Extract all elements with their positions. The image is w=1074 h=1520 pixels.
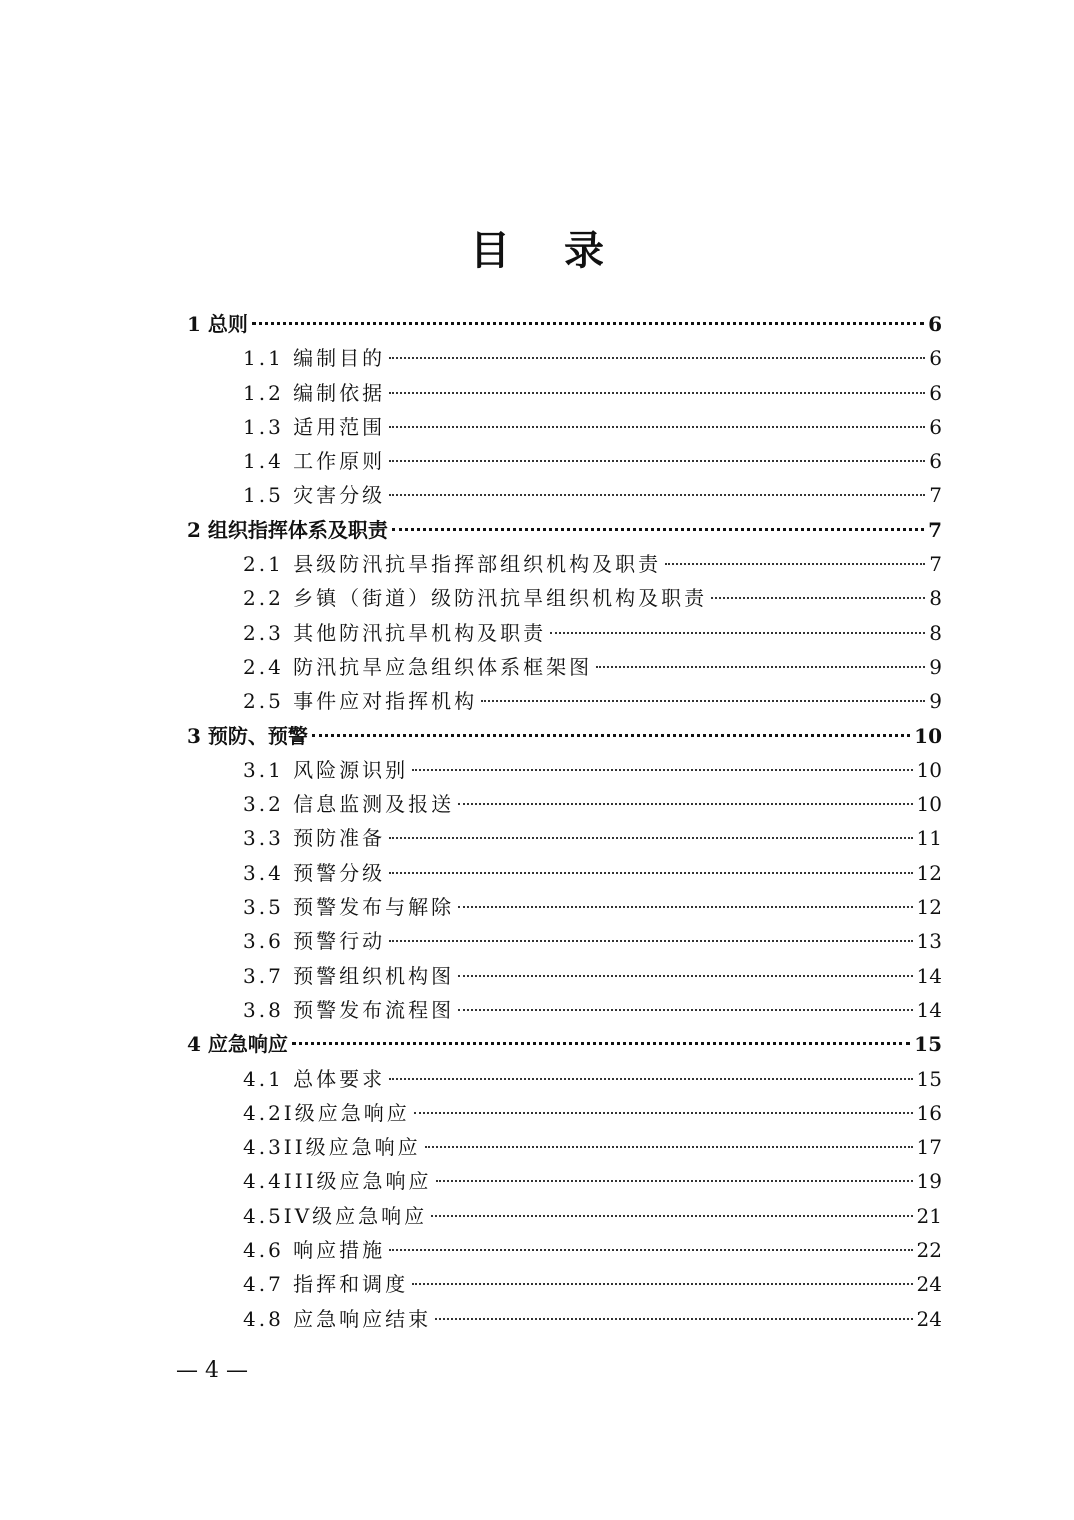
toc-chapter-entry[interactable] xyxy=(187,1027,942,1061)
toc-section-entry[interactable] xyxy=(187,821,942,855)
toc-dot-leader xyxy=(458,906,912,908)
toc-entry-label: 4.8 应急响应结束 xyxy=(243,1306,432,1331)
toc-entry-page: 15 xyxy=(914,1032,942,1057)
toc-entry-page: 6 xyxy=(929,380,942,405)
toc-entry-page: 11 xyxy=(916,826,942,851)
toc-entry-label: 2.5 事件应对指挥机构 xyxy=(243,689,478,714)
toc-dot-leader xyxy=(392,528,924,531)
toc-entry-page: 16 xyxy=(916,1100,942,1125)
toc-entry-page: 10 xyxy=(914,723,942,748)
toc-section-entry[interactable] xyxy=(187,1233,942,1267)
toc-entry-label: 4.7 指挥和调度 xyxy=(243,1272,409,1297)
toc-section-entry[interactable] xyxy=(187,616,942,650)
toc-dot-leader xyxy=(389,392,925,394)
toc-entry-label: 3.7 预警组织机构图 xyxy=(243,963,455,988)
toc-section-entry[interactable] xyxy=(187,959,942,993)
toc-entry-page: 6 xyxy=(928,312,942,336)
toc-entry-page: 10 xyxy=(916,792,942,817)
toc-dot-leader xyxy=(550,632,925,634)
toc-entry-label: 1.2 编制依据 xyxy=(243,380,386,405)
toc-entry-page: 12 xyxy=(916,860,942,885)
toc-dot-leader xyxy=(436,1180,913,1182)
toc-entry-page: 10 xyxy=(916,757,942,782)
toc-entry-page: 12 xyxy=(916,895,942,920)
toc-dot-leader xyxy=(389,940,912,942)
toc-entry-label: 4.6 响应措施 xyxy=(243,1238,386,1263)
toc-entry-label: 3.6 预警行动 xyxy=(243,929,386,954)
toc-entry-label: 4.5IV级应急响应 xyxy=(243,1203,428,1228)
toc-entry-label: 1.3 适用范围 xyxy=(243,414,386,439)
toc-dot-leader xyxy=(389,494,925,496)
toc-dot-leader xyxy=(312,734,910,737)
toc-dot-leader xyxy=(435,1318,912,1320)
page-title: 目录 xyxy=(470,226,658,274)
toc-entry-page: 14 xyxy=(916,963,942,988)
toc-section-entry[interactable] xyxy=(187,1130,942,1164)
toc-entry-page: 9 xyxy=(929,654,942,679)
toc-entry-page: 14 xyxy=(916,997,942,1022)
toc-entry-label: 1.1 编制目的 xyxy=(243,346,386,371)
toc-dot-leader xyxy=(481,700,925,702)
toc-entry-label: 2.4 防汛抗旱应急组织体系框架图 xyxy=(243,654,593,679)
toc-entry-page: 8 xyxy=(929,620,942,645)
toc-entry-label: 4.4III级应急响应 xyxy=(243,1169,432,1194)
toc-entry-label: 1.5 灾害分级 xyxy=(243,483,386,508)
toc-entry-label: 3.1 风险源识别 xyxy=(243,757,409,782)
page-number: — 4 — xyxy=(176,1358,248,1383)
toc-dot-leader xyxy=(389,872,912,874)
toc-entry-label: 2.1 县级防汛抗旱指挥部组织机构及职责 xyxy=(243,552,662,577)
toc-entry-label: 3.5 预警发布与解除 xyxy=(243,895,455,920)
toc-dot-leader xyxy=(458,803,912,805)
toc-entry-page: 6 xyxy=(929,449,942,474)
toc-dot-leader xyxy=(389,837,912,839)
toc-entry-page: 13 xyxy=(916,929,942,954)
toc-dot-leader xyxy=(389,1078,912,1080)
toc-dot-leader xyxy=(292,1042,910,1045)
toc-section-entry[interactable] xyxy=(187,341,942,375)
toc-entry-label: 3.2 信息监测及报送 xyxy=(243,792,455,817)
toc-entry-page: 7 xyxy=(929,483,942,508)
toc-entry-page: 24 xyxy=(916,1272,942,1297)
toc-dot-leader xyxy=(431,1215,912,1217)
toc-chapter-entry[interactable] xyxy=(187,719,942,753)
toc-entry-page: 15 xyxy=(916,1066,942,1091)
toc-dot-leader xyxy=(458,975,912,977)
toc-dot-leader xyxy=(425,1146,913,1148)
toc-entry-page: 19 xyxy=(916,1169,942,1194)
toc-section-entry[interactable] xyxy=(187,444,942,478)
toc-section-entry[interactable] xyxy=(187,1164,942,1198)
toc-entry-label: 1.4 工作原则 xyxy=(243,449,386,474)
toc-dot-leader xyxy=(711,597,925,599)
toc-entry-page: 7 xyxy=(929,552,942,577)
toc-entry-label: 1 总则 xyxy=(187,312,248,336)
toc-section-entry[interactable] xyxy=(187,650,942,684)
toc-entry-label: 3.3 预防准备 xyxy=(243,826,386,851)
toc-dot-leader xyxy=(389,460,925,462)
toc-dot-leader xyxy=(596,666,925,668)
toc-entry-label: 4 应急响应 xyxy=(187,1032,288,1057)
toc-entry-page: 21 xyxy=(916,1203,942,1228)
toc-entry-label: 2.2 乡镇（街道）级防汛抗旱组织机构及职责 xyxy=(243,586,708,611)
toc-section-entry[interactable] xyxy=(187,1096,942,1130)
toc-entry-page: 24 xyxy=(916,1306,942,1331)
toc-entry-label: 3 预防、预警 xyxy=(187,723,308,748)
toc-entry-label: 3.8 预警发布流程图 xyxy=(243,997,455,1022)
toc-dot-leader xyxy=(458,1009,912,1011)
toc-entry-label: 4.2I级应急响应 xyxy=(243,1100,410,1125)
toc-dot-leader xyxy=(389,1249,912,1251)
toc-section-entry[interactable] xyxy=(187,1062,942,1096)
toc-section-entry[interactable] xyxy=(187,890,942,924)
toc-section-entry[interactable] xyxy=(187,1302,942,1336)
toc-entry-label: 3.4 预警分级 xyxy=(243,860,386,885)
toc-dot-leader xyxy=(389,357,925,359)
toc-section-entry[interactable] xyxy=(187,684,942,718)
toc-entry-page: 6 xyxy=(929,346,942,371)
toc-section-entry[interactable] xyxy=(187,478,942,512)
toc-section-entry[interactable] xyxy=(187,581,942,615)
toc-section-entry[interactable] xyxy=(187,924,942,958)
toc-section-entry[interactable] xyxy=(187,1199,942,1233)
toc-dot-leader xyxy=(665,563,925,565)
toc-entry-label: 4.3II级应急响应 xyxy=(243,1135,421,1160)
toc-entry-label: 2.3 其他防汛抗旱机构及职责 xyxy=(243,620,547,645)
toc-section-entry[interactable] xyxy=(187,1267,942,1301)
toc-section-entry[interactable] xyxy=(187,547,942,581)
toc-dot-leader xyxy=(414,1112,913,1114)
toc-entry-label: 2 组织指挥体系及职责 xyxy=(187,517,388,542)
toc-entry-label: 4.1 总体要求 xyxy=(243,1066,386,1091)
toc-section-entry[interactable] xyxy=(187,376,942,410)
toc-dot-leader xyxy=(252,322,924,325)
toc-section-entry[interactable] xyxy=(187,753,942,787)
toc-section-entry[interactable] xyxy=(187,993,942,1027)
toc-entry-page: 7 xyxy=(928,517,942,542)
toc-dot-leader xyxy=(412,1283,912,1285)
toc-entry-page: 17 xyxy=(916,1135,942,1160)
toc-entry-page: 9 xyxy=(929,689,942,714)
table-of-contents xyxy=(187,307,942,1336)
toc-dot-leader xyxy=(389,426,925,428)
toc-section-entry[interactable] xyxy=(187,410,942,444)
toc-entry-page: 22 xyxy=(916,1238,942,1263)
toc-chapter-entry[interactable] xyxy=(187,513,942,547)
toc-entry-page: 8 xyxy=(929,586,942,611)
toc-chapter-entry[interactable] xyxy=(187,307,942,341)
toc-section-entry[interactable] xyxy=(187,787,942,821)
toc-dot-leader xyxy=(412,769,912,771)
toc-entry-page: 6 xyxy=(929,414,942,439)
toc-section-entry[interactable] xyxy=(187,856,942,890)
